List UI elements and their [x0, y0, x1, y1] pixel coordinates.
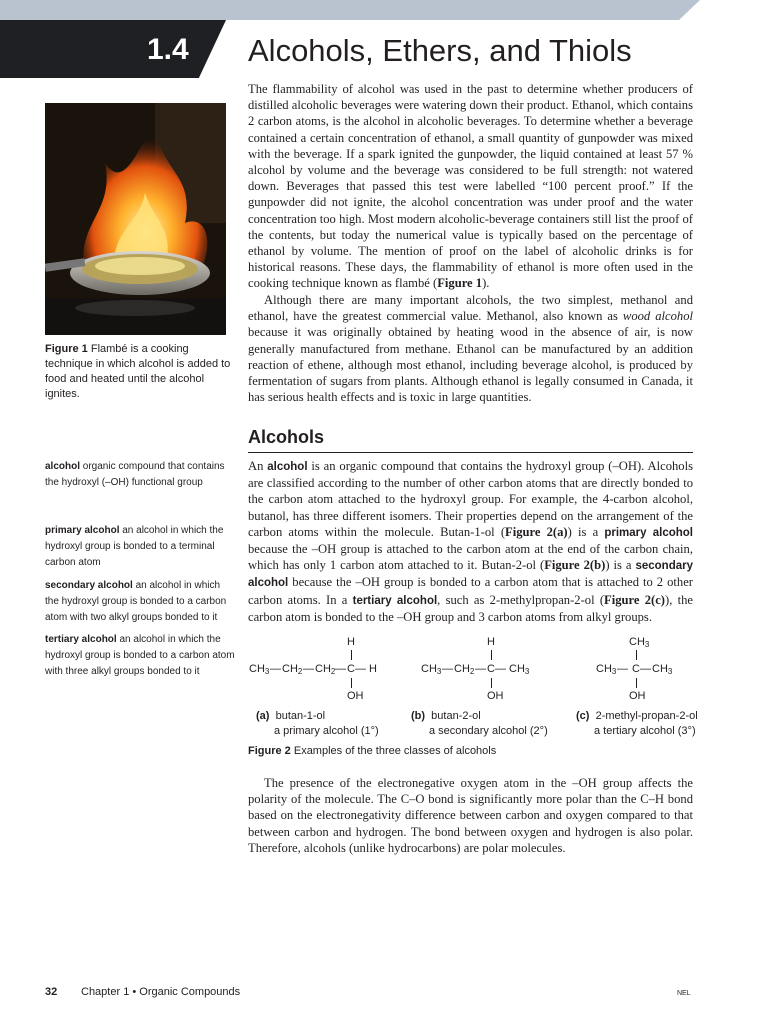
bond-vertical: [351, 678, 352, 688]
figure2-caption-text: Examples of the three classes of alcohols: [290, 745, 497, 757]
text-run: ), the carbon atom is bonded to the –OH group and 3 carbon atoms from alkyl groups.: [248, 592, 693, 624]
bond: —: [303, 663, 314, 675]
glossary-definition: an alcohol in which the hydroxyl group is bonded to a carbon atom with three alkyl groups bonded to it: [45, 634, 235, 677]
text-run: ).: [482, 276, 490, 291]
molecule-caption-a: [256, 709, 379, 739]
bond: —: [617, 663, 628, 675]
bond-vertical: [636, 650, 637, 660]
group-ch3: [596, 663, 616, 676]
text-run: because the –OH group is attached to the carbon atom at the end of the carbon chain, which has only 1 carbon atom attached to it. Butan-2-ol (: [248, 542, 693, 573]
group-ch3: [249, 663, 269, 676]
subscript: 3: [667, 667, 673, 676]
molecule-name: butan-1-ol: [275, 710, 326, 722]
text-run: because it was originally obtained by heating wood in the absence of air, is now generally manufactured from methane. Ethanol can be manufactured by an addition reaction of ethene, although most ethanol, including beverage alcohol, is produced by fermentation of sugars from plants. Although ethanol is legally consumed in Canada, it has serious health effects and is toxic in large quantities.: [248, 325, 693, 405]
glossary-definition: an alcohol in which the hydroxyl group is bonded to a terminal carbon atom: [45, 525, 224, 568]
text-run: ) is a: [567, 524, 605, 539]
glossary-term: primary alcohol: [45, 525, 120, 536]
flambe-illustration: [45, 103, 226, 335]
bond: —: [475, 663, 486, 675]
glossary-term: alcohol: [45, 461, 81, 472]
subscript: 3: [611, 667, 617, 676]
atom-ch: CH: [652, 663, 668, 675]
alcohols-paragraph-2: The presence of the electronegative oxygen atom in the –OH group affects the polarity of the molecule. The C–O bond is significantly more polar than the C–H bond based on the electronegativity difference between carbon and oxygen compared to that between carbon and hydrogen. The bond between oxygen and hydrogen is also polar. Therefore, alcohols (unlike hydrocarbons) are polar molecules.: [248, 776, 693, 855]
atom-ch: CH: [629, 636, 645, 648]
bond-vertical: [351, 650, 352, 660]
group-ch3: [421, 663, 441, 676]
glossary-term: tertiary alcohol: [45, 634, 117, 645]
bond-vertical: [636, 678, 637, 688]
subscript: 2: [330, 667, 336, 676]
atom-h: H: [347, 636, 355, 648]
text-run: is an organic compound that contains the hydroxyl group (–OH). Alcohols are classified according to the number of other carbon atoms that are directly bonded to the carbon atom attached to the hydroxyl group. For example, the 4-carbon alcohol, butanol, has three different isomers. Their properties depend on the arrangement of the carbon atoms within the molecule. Butan-1-ol (: [248, 459, 693, 539]
text-run: ) is a: [605, 558, 636, 573]
bold-term: Figure 2(b): [544, 558, 606, 573]
atom-ch: CH: [249, 663, 265, 675]
bond: —: [495, 663, 506, 675]
figure2-caption: [248, 745, 496, 757]
atom-oh: OH: [487, 690, 504, 702]
glossary-definition: organic compound that contains the hydroxyl (–OH) functional group: [45, 461, 225, 488]
molecule-class: a tertiary alcohol (3°): [594, 725, 696, 737]
figure1-caption: [45, 342, 235, 402]
section-title: Alcohols, Ethers, and Thiols: [248, 33, 632, 68]
atom-c: C: [347, 663, 355, 675]
molecule-tag: (c): [576, 710, 590, 722]
text-run: , such as 2-methylpropan-2-ol (: [437, 592, 605, 607]
bond: —: [640, 663, 651, 675]
group-ch2: [315, 663, 335, 676]
subscript: 2: [469, 667, 475, 676]
glossary-definition: an alcohol in which the hydroxyl group is bonded to a carbon atom with two alkyl groups bonded to it: [45, 580, 227, 623]
subscript: 3: [436, 667, 442, 676]
text-run: The flammability of alcohol was used in the past to determine whether producers of distilled alcoholic beverages were watering down their product. Ethanol, which contains 2 carbon atoms, is the alcohol in alcoholic beverages. To determine whether a beverage contained a certain concentration of ethanol, a small quantity of gunpowder was mixed with the beverage. If a spark ignited the gunpowder, the liquid contained at least 57 % alcohol by volume and the beverage was considered to be full strength: not watered down. Beverages that passed this test were labelled “100 percent proof.” If the gunpowder did not ignite, the alcohol concentration was under proof and the water concentration too high. Most modern alcoholic-beverage containers still list the proof of the contents, but today the numerical value is typically based on the percentage of ethanol by volume. The mention of proof on the label of alcoholic drinks is for historical reasons. These days, the flammability of ethanol is more often used in the cooking technique known as flambé (: [248, 82, 693, 291]
bond-vertical: [491, 678, 492, 688]
molecule-caption-c: [576, 709, 698, 739]
bond: —: [442, 663, 453, 675]
text-run: because the –OH group is bonded to a carbon atom that is attached to 2 other carbon atoms. In a: [248, 575, 693, 607]
molecule-name: butan-2-ol: [431, 710, 481, 722]
text-run: Although there are many important alcohols, the two simplest, methanol and ethanol, have the greatest commercial value. Methanol, also known as: [248, 293, 693, 324]
figure2-label: Figure 2: [248, 745, 291, 757]
bond: —: [335, 663, 346, 675]
italic-term: wood alcohol: [622, 309, 693, 324]
group-ch3: [509, 663, 529, 676]
bond: —: [270, 663, 281, 675]
atom-oh: OH: [629, 690, 646, 702]
glossary-term: secondary alcohol: [45, 580, 133, 591]
atom-c: C: [632, 663, 640, 675]
group-ch3: [629, 636, 649, 649]
atom-ch: CH: [509, 663, 525, 675]
atom-ch: CH: [421, 663, 437, 675]
bold-term: Figure 2(a): [505, 524, 568, 539]
header-band: [0, 0, 700, 20]
bold-term: alcohol: [267, 461, 308, 473]
molecule-caption-b: [411, 709, 548, 739]
atom-ch: CH: [596, 663, 612, 675]
subscript: 3: [264, 667, 270, 676]
subscript: 3: [644, 640, 650, 649]
bond-vertical: [491, 650, 492, 660]
molecule-name: 2-methyl-propan-2-ol: [595, 710, 698, 722]
footer-page-number: [45, 986, 57, 998]
group-ch3: [652, 663, 672, 676]
atom-h: H: [369, 663, 377, 675]
footer-publisher: NEL: [677, 990, 691, 997]
subscript: 2: [297, 667, 303, 676]
molecule-tag: (a): [256, 710, 270, 722]
intro-paragraph-2: [248, 292, 693, 405]
molecule-tag: (b): [411, 710, 426, 722]
atom-ch: CH: [315, 663, 331, 675]
page-number: 32: [45, 986, 58, 998]
alcohols-paragraph-1: [248, 458, 693, 625]
bold-term: Figure 1: [437, 276, 483, 291]
glossary-tertiary-alcohol: [45, 632, 235, 680]
atom-ch: CH: [282, 663, 298, 675]
glossary-alcohol: [45, 459, 235, 491]
heading-rule: [248, 452, 693, 453]
text-run: An: [248, 459, 268, 473]
atom-oh: OH: [347, 690, 364, 702]
flambe-photo: [45, 103, 226, 335]
bold-term: Figure 2(c): [604, 592, 666, 607]
footer-chapter: Chapter 1 • Organic Compounds: [81, 986, 241, 998]
molecule-class: a secondary alcohol (2°): [429, 725, 548, 737]
group-ch2: [454, 663, 474, 676]
atom-h: H: [487, 636, 495, 648]
atom-ch: CH: [454, 663, 470, 675]
figure1-caption-text: Flambé is a cooking technique in which alcohol is added to food and heated until the alcohol ignites.: [45, 343, 231, 400]
figure1-label: Figure 1: [45, 343, 88, 355]
atom-c: C: [487, 663, 495, 675]
section-number-box: [0, 20, 226, 78]
subscript: 3: [524, 667, 530, 676]
group-ch2: [282, 663, 302, 676]
alcohols-heading: Alcohols: [248, 427, 325, 447]
bond: —: [355, 663, 366, 675]
glossary-primary-alcohol: [45, 523, 235, 571]
intro-paragraph-1: [248, 81, 693, 292]
bold-term: primary alcohol: [604, 526, 693, 539]
bold-term: tertiary alcohol: [352, 594, 438, 607]
section-number: 1.4: [147, 33, 189, 66]
molecule-class: a primary alcohol (1°): [274, 725, 379, 737]
bold-term: secondary alcohol: [248, 560, 693, 590]
glossary-secondary-alcohol: [45, 578, 235, 626]
